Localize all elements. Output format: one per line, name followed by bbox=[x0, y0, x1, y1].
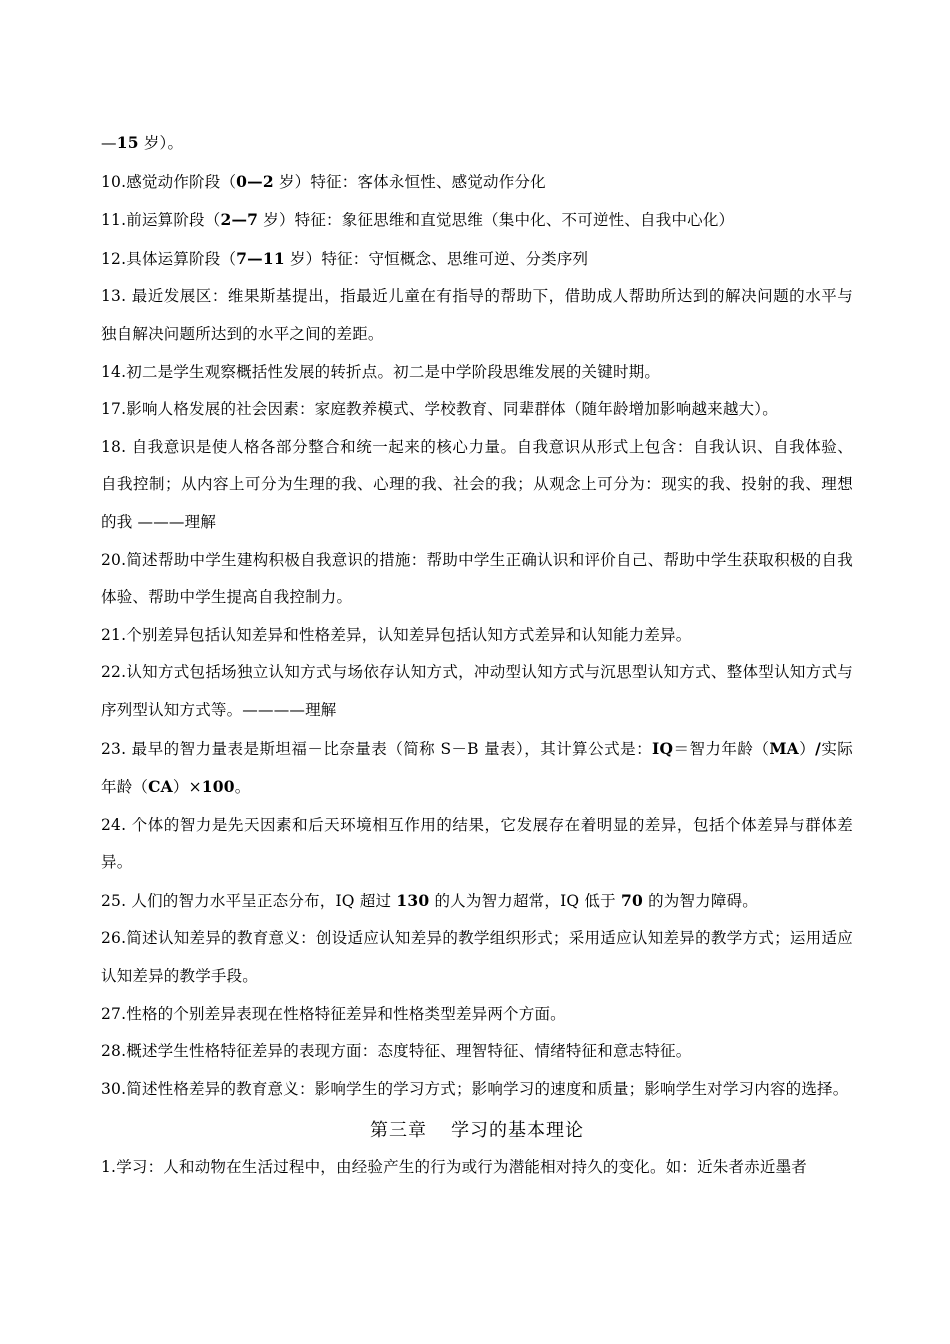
paragraph-text: 17.影响人格发展的社会因素：家庭教养模式、学校教育、同辈群体（随年龄增加影响越来越大）。 bbox=[101, 400, 778, 419]
paragraph bbox=[101, 542, 853, 617]
bold-text: 2—7 bbox=[220, 210, 259, 230]
paragraph bbox=[101, 1149, 853, 1187]
paragraph-text: 26.简述认知差异的教育意义：创设适应认知差异的教学组织形式；采用适应认知差异的教学方式；运用适应认知差异的教学手段。 bbox=[101, 929, 853, 986]
paragraph-text: 21.个别差异包括认知差异和性格差异，认知差异包括认知方式差异和认知能力差异。 bbox=[101, 625, 692, 644]
paragraph-text: 岁）特征：象征思维和直觉思维（集中化、不可逆性、自我中心化） bbox=[258, 211, 735, 230]
paragraph-text: 30.简述性格差异的教育意义：影响学生的学习方式；影响学习的速度和质量；影响学生对学习内容的选择。 bbox=[101, 1079, 849, 1098]
paragraph bbox=[101, 996, 853, 1034]
paragraph-text: 岁）特征：守恒概念、思维可逆、分类序列 bbox=[284, 249, 589, 268]
paragraph bbox=[101, 1033, 853, 1071]
bold-text: / bbox=[815, 738, 822, 758]
paragraph-text: ） bbox=[798, 739, 816, 758]
bold-text: MA bbox=[769, 738, 799, 758]
bold-text: 15 bbox=[116, 133, 139, 152]
paragraph-text: ）× bbox=[172, 778, 202, 797]
paragraph bbox=[101, 391, 853, 429]
paragraph bbox=[101, 920, 853, 995]
paragraph-text: 岁）特征：客体永恒性、感觉动作分化 bbox=[273, 172, 546, 191]
paragraph-text: 的人为智力超常，IQ 低于 bbox=[429, 891, 621, 910]
bold-text: 100 bbox=[201, 777, 235, 797]
paragraph-text: 25. 人们的智力水平呈正态分布，IQ 超过 bbox=[101, 891, 397, 910]
paragraph bbox=[101, 354, 853, 392]
paragraph-text: 10.感觉动作阶段（ bbox=[101, 172, 237, 191]
paragraph bbox=[101, 163, 853, 202]
bold-text: 0—2 bbox=[236, 171, 274, 191]
bold-text: IQ bbox=[652, 738, 674, 758]
paragraph-text: 20.简述帮助中学生建构积极自我意识的措施：帮助中学生正确认识和评价自己、帮助中学生获取积极的自我体验、帮助中学生提高自我控制力。 bbox=[101, 550, 853, 607]
paragraph bbox=[101, 201, 853, 240]
paragraph-text: 实际年龄（ bbox=[101, 739, 853, 797]
paragraph bbox=[101, 124, 853, 163]
paragraph bbox=[101, 240, 853, 279]
bold-text: 130 bbox=[396, 890, 430, 910]
paragraph-text: 14.初二是学生观察概括性发展的转折点。初二是中学阶段思维发展的关键时期。 bbox=[101, 362, 661, 381]
paragraph bbox=[101, 429, 853, 542]
paragraph-text: 11.前运算阶段（ bbox=[101, 211, 221, 230]
paragraph bbox=[101, 1071, 853, 1109]
paragraph-text: 27.性格的个别差异表现在性格特征差异和性格类型差异两个方面。 bbox=[101, 1004, 566, 1023]
paragraph-text: 23. 最早的智力量表是斯坦福－比奈量表（简称 S－B 量表），其计算公式是： bbox=[101, 739, 653, 758]
paragraph-text: 。 bbox=[234, 778, 251, 797]
paragraph-text: 的为智力障碍。 bbox=[642, 891, 758, 910]
document-page bbox=[101, 124, 853, 1187]
paragraph-text: ＝智力年龄（ bbox=[673, 739, 770, 758]
paragraph-text: 28.概述学生性格特征差异的表现方面：态度特征、理智特征、情绪特征和意志特征。 bbox=[101, 1042, 692, 1061]
paragraph-text: 13. 最近发展区：维果斯基提出，指最近儿童在有指导的帮助下，借助成人帮助所达到的解决问题的水平与独自解决问题所达到的水平之间的差距。 bbox=[101, 287, 853, 343]
paragraph bbox=[101, 882, 853, 921]
paragraph bbox=[101, 730, 853, 807]
paragraph-text: 22.认知方式包括场独立认知方式与场依存认知方式，冲动型认知方式与沉思型认知方式、整体型认知方式与序列型认知方式等。————理解 bbox=[101, 663, 853, 719]
paragraph-text: — bbox=[101, 134, 117, 152]
chapter-number: 第三章 bbox=[370, 1120, 427, 1142]
paragraph bbox=[101, 617, 853, 655]
chapter-heading bbox=[101, 1112, 853, 1149]
paragraph-text: 岁）。 bbox=[138, 134, 184, 152]
paragraph-list-after-chapter bbox=[101, 1149, 853, 1187]
paragraph bbox=[101, 654, 853, 729]
bold-text: CA bbox=[148, 777, 173, 797]
paragraph-text: 12.具体运算阶段（ bbox=[101, 249, 237, 268]
bold-text: 7—11 bbox=[236, 248, 285, 268]
paragraph-text: 24. 个体的智力是先天因素和后天环境相互作用的结果，它发展存在着明显的差异，包括个体差异与群体差异。 bbox=[101, 815, 853, 872]
paragraph-text: 18. 自我意识是使人格各部分整合和统一起来的核心力量。自我意识从形式上包含：自我认识、自我体验、自我控制；从内容上可分为生理的我、心理的我、社会的我；从观念上可分为：现实的我、投射的我、理想的我 ———理解 bbox=[101, 437, 853, 531]
paragraph-text: 1.学习：人和动物在生活过程中，由经验产生的行为或行为潜能相对持久的变化。如：近朱者赤近墨者 bbox=[101, 1158, 807, 1177]
paragraph bbox=[101, 278, 853, 353]
chapter-title: 学习的基本理论 bbox=[451, 1120, 584, 1142]
paragraph bbox=[101, 807, 853, 882]
bold-text: 70 bbox=[620, 890, 643, 910]
paragraph-list bbox=[101, 124, 853, 1108]
